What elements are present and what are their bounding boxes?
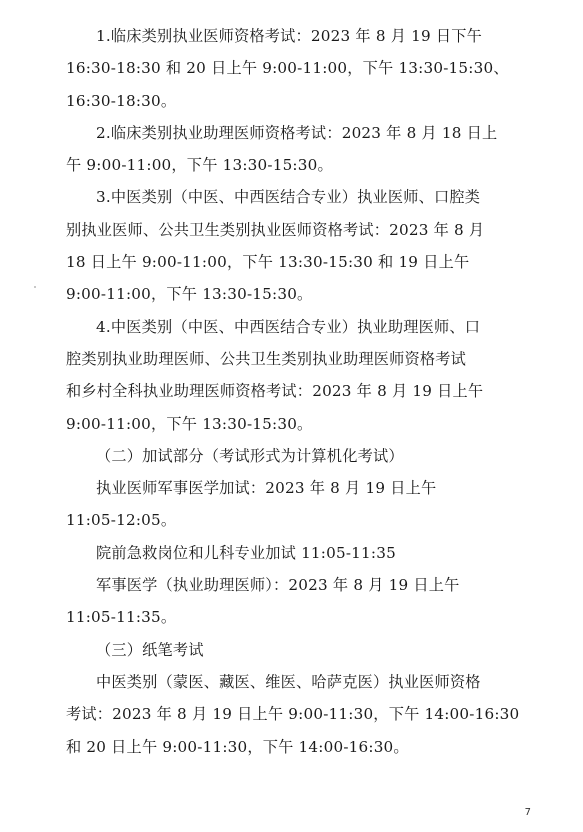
text-line: 16:30-18:30。	[66, 91, 177, 110]
document-body	[66, 20, 532, 763]
text-line: 3.中医类别（中医、中西医结合专业）执业医师、口腔类	[96, 188, 481, 207]
text-line: 18 日上午 9:00-11:00，下午 13:30-15:30 和 19 日上午	[66, 253, 470, 272]
text-line: 11:05-11:35。	[66, 608, 177, 627]
text-line: 中医类别（蒙医、藏医、维医、哈萨克医）执业医师资格	[96, 672, 481, 691]
text-line: 9:00-11:00，下午 13:30-15:30。	[66, 285, 313, 304]
text-line: 2.临床类别执业助理医师资格考试：2023 年 8 月 18 日上	[96, 123, 498, 142]
text-line: 和 20 日上午 9:00-11:30，下午 14:00-16:30。	[66, 737, 409, 756]
text-line: 院前急救岗位和儿科专业加试 11:05-11:35	[96, 543, 396, 562]
text-line: 4.中医类别（中医、中西医结合专业）执业助理医师、口	[96, 317, 481, 336]
text-line: 腔类别执业助理医师、公共卫生类别执业助理医师资格考试	[66, 349, 467, 368]
text-line: 和乡村全科执业助理医师资格考试：2023 年 8 月 19 日上午	[66, 382, 484, 401]
text-line: 9:00-11:00，下午 13:30-15:30。	[66, 414, 313, 433]
text-line: 午 9:00-11:00，下午 13:30-15:30。	[66, 156, 333, 175]
text-line: 军事医学（执业助理医师）：2023 年 8 月 19 日上午	[96, 576, 460, 595]
text-line: 1.临床类别执业医师资格考试：2023 年 8 月 19 日下午	[96, 27, 483, 45]
text-line: （三）纸笔考试	[96, 640, 204, 659]
text-line: 11:05-12:05。	[66, 511, 177, 530]
text-line: 16:30-18:30 和 20 日上午 9:00-11:00，下午 13:30-15:30、	[66, 59, 509, 78]
scan-speck	[34, 286, 36, 288]
text-line: 别执业医师、公共卫生类别执业医师资格考试：2023 年 8 月	[66, 220, 485, 239]
page-number: 7	[524, 807, 531, 818]
text-line: 执业医师军事医学加试：2023 年 8 月 19 日上午	[96, 479, 437, 498]
text-line: 考试：2023 年 8 月 19 日上午 9:00-11:30，下午 14:00-16:30	[66, 705, 520, 724]
text-line: （二）加试部分（考试形式为计算机化考试）	[96, 446, 404, 465]
